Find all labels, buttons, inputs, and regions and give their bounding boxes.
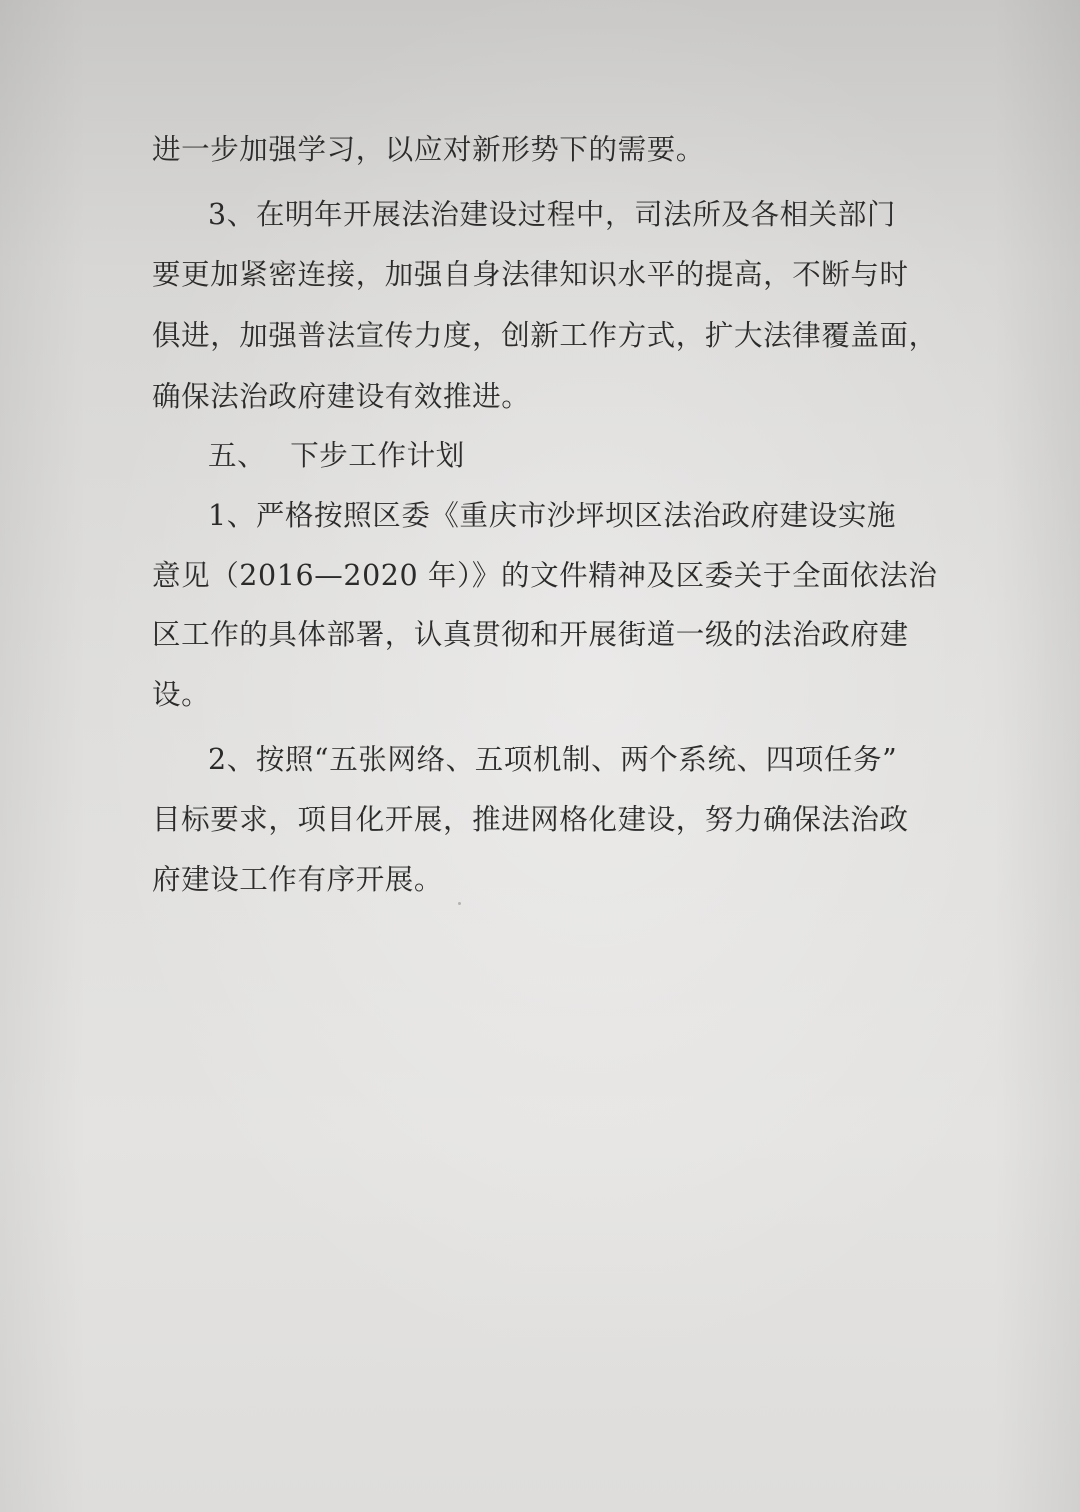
paragraph-line: 进一步加强学习，以应对新形势下的需要。	[152, 133, 705, 166]
section-title: 下步工作计划	[290, 439, 465, 472]
paragraph-item-3-line: 3、在明年开展法治建设过程中，司法所及各相关部门	[208, 198, 897, 231]
paragraph-line: 俱进，加强普法宣传力度，创新工作方式，扩大法律覆盖面，	[152, 319, 938, 352]
paragraph-item-1-line: 1、严格按照区委《重庆市沙坪坝区法治政府建设实施	[208, 499, 897, 532]
paper-speck	[458, 902, 461, 905]
paragraph-line: 意见（2016—2020 年）》的文件精神及区委关于全面依法治	[152, 559, 938, 592]
section-number: 五、	[208, 439, 267, 472]
paragraph-line: 目标要求，项目化开展，推进网格化建设，努力确保法治政	[152, 803, 909, 836]
paragraph-line: 确保法治政府建设有效推进。	[152, 380, 531, 413]
section-heading	[208, 436, 988, 476]
paragraph-item-2-line: 2、按照“五张网络、五项机制、两个系统、四项任务”	[208, 743, 898, 776]
paragraph-line: 区工作的具体部署，认真贯彻和开展街道一级的法治政府建	[152, 618, 909, 651]
paragraph-line: 府建设工作有序开展。	[152, 863, 444, 896]
paragraph-line: 要更加紧密连接，加强自身法律知识水平的提高，不断与时	[152, 258, 909, 291]
paragraph-line: 设。	[152, 678, 211, 711]
